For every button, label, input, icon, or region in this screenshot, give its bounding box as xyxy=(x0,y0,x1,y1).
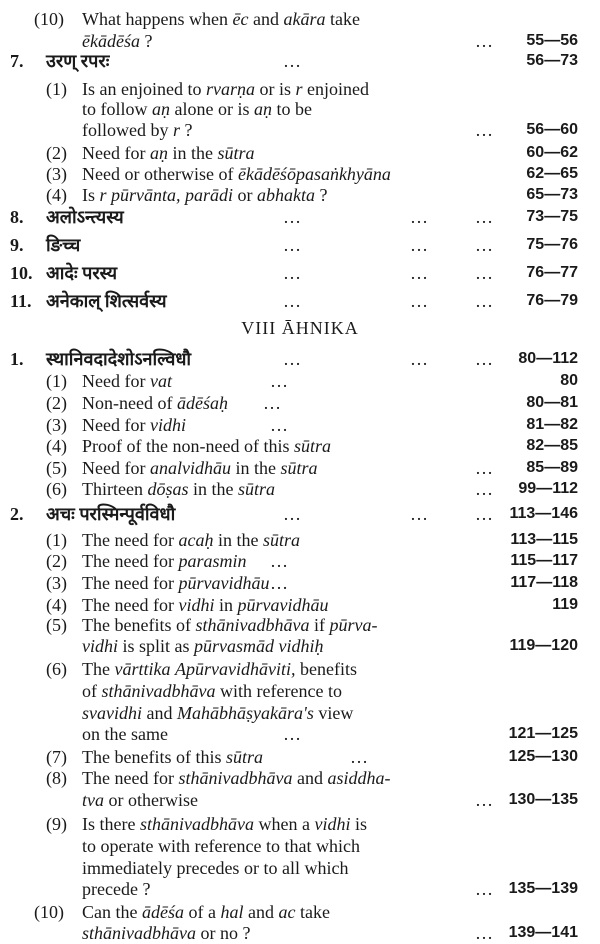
entry-title: Is r pūrvānta, parādi or abhakta ? xyxy=(82,185,328,205)
entry-number: 1. xyxy=(10,349,24,369)
leader-dots: … xyxy=(283,504,302,524)
entry-title: The benefits of this sūtra xyxy=(82,747,263,767)
leader-dots: … xyxy=(270,551,289,571)
leader-dots: … xyxy=(410,349,429,369)
entry-number: 7. xyxy=(10,51,24,71)
page-range: 75—76 xyxy=(526,236,578,253)
leader-dots: … xyxy=(475,479,494,499)
entry-title: Proof of the non-need of this sūtra xyxy=(82,436,332,456)
entry-title: Can the ādēśa of a hal and ac take xyxy=(82,902,330,922)
page-range: 80 xyxy=(560,372,578,389)
entry-title: to operate with reference to that which xyxy=(82,836,360,856)
leader-dots: … xyxy=(263,393,282,413)
entry-title: Need for analvidhāu in the sūtra xyxy=(82,458,318,478)
page-range: 139—141 xyxy=(508,924,578,941)
entry-title: The benefits of sthānivadbhāva if pūrva- xyxy=(82,615,378,635)
leader-dots: … xyxy=(410,504,429,524)
leader-dots: … xyxy=(410,235,429,255)
leader-dots: … xyxy=(410,207,429,227)
page-range: 115—117 xyxy=(510,552,578,569)
leader-dots: … xyxy=(475,458,494,478)
leader-dots: … xyxy=(475,923,494,943)
leader-dots: … xyxy=(475,207,494,227)
entry-title: of sthānivadbhāva with reference to xyxy=(82,681,342,701)
entry-title: The need for pūrvavidhāu xyxy=(82,573,270,593)
leader-dots: … xyxy=(270,415,289,435)
page-range: 119—120 xyxy=(509,637,578,654)
entry-title: The need for acaḥ in the sūtra xyxy=(82,530,300,550)
entry-number: 9. xyxy=(10,235,24,255)
leader-dots: … xyxy=(410,263,429,283)
page-range: 130—135 xyxy=(508,791,578,808)
entry-number: (3) xyxy=(46,415,67,435)
page-range: 80—112 xyxy=(518,350,578,367)
entry-title: on the same xyxy=(82,724,168,744)
entry-title: Non-need of ādēśaḥ xyxy=(82,393,228,413)
entry-title: tva or otherwise xyxy=(82,790,198,810)
entry-number: (3) xyxy=(46,164,67,184)
entry-title: आदेः परस्य xyxy=(46,263,118,283)
entry-number: 11. xyxy=(10,291,32,311)
section-heading: VIII ĀHNIKA xyxy=(241,318,359,338)
entry-title: followed by r ? xyxy=(82,120,193,140)
page-range: 62—65 xyxy=(526,165,578,182)
entry-title: ङिच्च xyxy=(46,235,81,255)
page-range: 135—139 xyxy=(508,880,578,897)
leader-dots: … xyxy=(475,291,494,311)
leader-dots: … xyxy=(475,504,494,524)
page-range: 125—130 xyxy=(508,748,578,765)
entry-title: अलोऽन्त्यस्य xyxy=(46,207,124,227)
entry-title: Thirteen dōṣas in the sūtra xyxy=(82,479,276,499)
leader-dots: … xyxy=(475,235,494,255)
entry-number: 10. xyxy=(10,263,33,283)
entry-title: Need for vat xyxy=(82,371,172,391)
page-range: 113—146 xyxy=(509,505,578,522)
entry-number: 8. xyxy=(10,207,24,227)
leader-dots: … xyxy=(270,371,289,391)
page-range: 55—56 xyxy=(526,32,578,49)
page-range: 65—73 xyxy=(526,186,578,203)
entry-title: स्थानिवदादेशोऽनल्विधौ xyxy=(46,349,192,369)
entry-number: (4) xyxy=(46,595,67,615)
leader-dots: … xyxy=(475,879,494,899)
entry-title: svavidhi and Mahābhāṣyakāra's view xyxy=(82,703,354,723)
entry-title: The need for parasmin xyxy=(82,551,247,571)
entry-number: (1) xyxy=(46,530,67,550)
leader-dots: … xyxy=(283,349,302,369)
leader-dots: … xyxy=(283,51,302,71)
page-range: 73—75 xyxy=(526,208,578,225)
page-range: 56—60 xyxy=(526,121,578,138)
page-range: 76—79 xyxy=(526,292,578,309)
entry-number: (1) xyxy=(46,371,67,391)
page-range: 113—115 xyxy=(510,531,578,548)
page-range: 85—89 xyxy=(526,459,578,476)
leader-dots: … xyxy=(270,573,289,593)
entry-title: The need for vidhi in pūrvavidhāu xyxy=(82,595,329,615)
entry-title: The need for sthānivadbhāva and asiddha- xyxy=(82,768,391,788)
page-range: 81—82 xyxy=(526,416,578,433)
entry-title: immediately precedes or to all which xyxy=(82,858,349,878)
page-range: 76—77 xyxy=(526,264,578,281)
entry-title: What happens when ēc and akāra take xyxy=(82,9,360,29)
page-range: 99—112 xyxy=(518,480,578,497)
leader-dots: … xyxy=(410,291,429,311)
entry-title: to follow aṇ alone or is aṇ to be xyxy=(82,99,313,119)
entry-number: (6) xyxy=(46,479,67,499)
leader-dots: … xyxy=(475,31,494,51)
entry-title: अनेकाल् शित्सर्वस्य xyxy=(46,291,167,311)
page-range: 56—73 xyxy=(526,52,578,69)
entry-title: Need for aṇ in the sūtra xyxy=(82,143,255,163)
entry-title: ēkādēśa ? xyxy=(82,31,153,51)
entry-number: (2) xyxy=(46,551,67,571)
leader-dots: … xyxy=(283,724,302,744)
entry-title: Need for vidhi xyxy=(82,415,186,435)
leader-dots: … xyxy=(475,120,494,140)
entry-number: (10) xyxy=(34,9,64,29)
entry-number: (6) xyxy=(46,659,67,679)
leader-dots: … xyxy=(475,790,494,810)
page-range: 60—62 xyxy=(526,144,578,161)
entry-title: Is an enjoined to rvarṇa or is r enjoined xyxy=(82,79,370,99)
page-range: 119 xyxy=(552,596,578,613)
page-range: 117—118 xyxy=(510,574,578,591)
leader-dots: … xyxy=(283,291,302,311)
entry-number: (4) xyxy=(46,436,67,456)
leader-dots: … xyxy=(283,207,302,227)
leader-dots: … xyxy=(283,263,302,283)
entry-title: precede ? xyxy=(82,879,151,899)
entry-number: 2. xyxy=(10,504,24,524)
entry-number: (8) xyxy=(46,768,67,788)
entry-title: Is there sthānivadbhāva when a vidhi is xyxy=(82,814,367,834)
entry-title: उरण् रपरः xyxy=(46,51,110,71)
entry-number: (3) xyxy=(46,573,67,593)
entry-title: अचः परस्मिन्पूर्वविधौ xyxy=(46,504,176,524)
entry-title: vidhi is split as pūrvasmād vidhiḥ xyxy=(82,636,324,656)
entry-number: (10) xyxy=(34,902,64,922)
leader-dots: … xyxy=(350,747,369,767)
leader-dots: … xyxy=(475,349,494,369)
page-range: 82—85 xyxy=(526,437,578,454)
entry-number: (1) xyxy=(46,79,67,99)
page-range: 80—81 xyxy=(526,394,578,411)
entry-number: (5) xyxy=(46,458,67,478)
entry-number: (2) xyxy=(46,393,67,413)
entry-title: Need or otherwise of ēkādēśōpasaṅkhyāna xyxy=(82,164,391,184)
entry-number: (4) xyxy=(46,185,67,205)
entry-number: (5) xyxy=(46,615,67,635)
entry-title: The vārttika Apūrvavidhāviti, benefits xyxy=(82,659,357,679)
entry-number: (7) xyxy=(46,747,67,767)
entry-number: (9) xyxy=(46,814,67,834)
leader-dots: … xyxy=(475,263,494,283)
leader-dots: … xyxy=(283,235,302,255)
entry-title: sthānivadbhāva or no ? xyxy=(82,923,251,943)
page-range: 121—125 xyxy=(508,725,578,742)
entry-number: (2) xyxy=(46,143,67,163)
